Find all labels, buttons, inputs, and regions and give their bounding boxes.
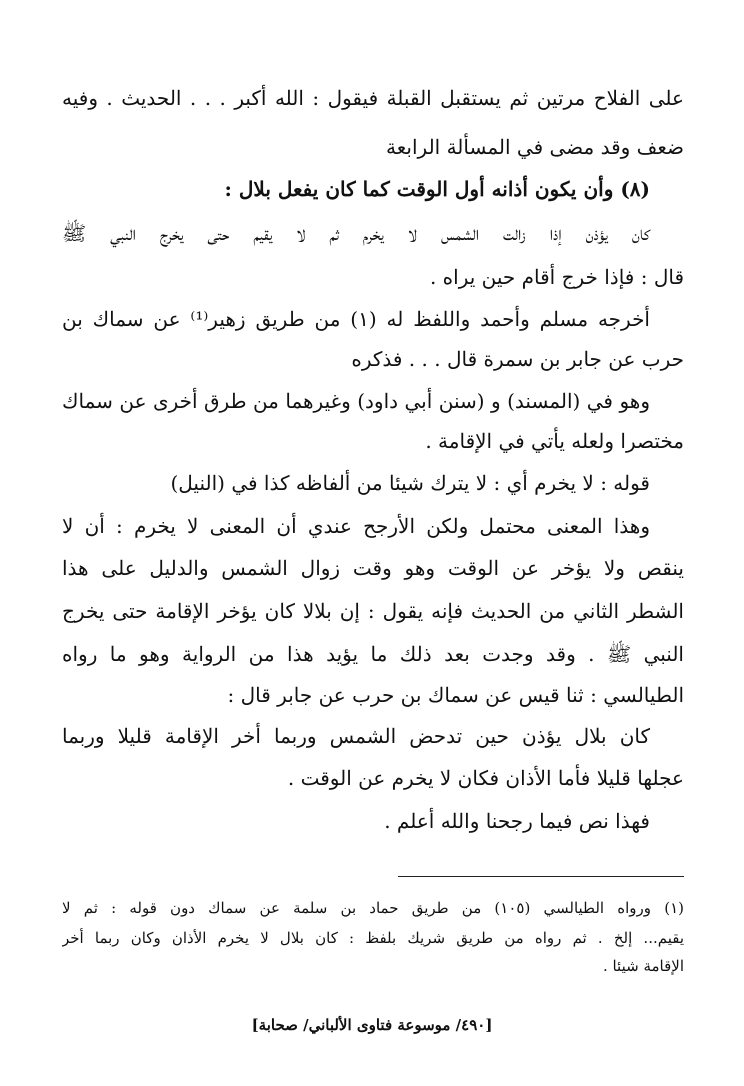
body-line-9: مختصرا ولعله يأتي في الإقامة . [425,429,684,453]
body-line-6: أخرجه مسلم وأحمد واللفظ له (١) من طريق زهير⁽¹⁾ عن سماك بن [62,307,650,331]
footnote-line-3: الإقامة شيئا . [602,957,684,975]
footnote-divider [398,876,684,877]
body-line-10: قوله : لا يخرم أي : لا يترك شيئا من ألفاظه كذا في (النيل) [170,471,650,495]
body-line-1: على الفلاح مرتين ثم يستقبل القبلة فيقول : الله أكبر . . . الحديث . وفيه [62,86,684,110]
footnote-line-2: يقيم... إلخ . ثم رواه من طريق شريك بلفظ : كان بلال لا يخرم الأذان وكان ربما أخر [62,929,684,947]
footnote-line-1: (١) ورواه الطيالسي (١٠٥) من طريق حماد بن سلمة عن سماك دون قوله : ثم لا [62,899,684,917]
section-heading: (٨) وأن يكون أذانه أول الوقت كما كان يفعل بلال : [224,177,650,201]
body-line-5: قال : فإذا خرج أقام حين يراه . [429,265,684,289]
body-line-7: حرب عن جابر بن سمرة قال . . . فذكره [351,347,684,371]
page-footer: [٤٩٠/ موسوعة فتاوى الألباني/ صحابة] [251,1016,493,1034]
body-line-14: النبي ﷺ . وقد وجدت بعد ذلك ما يؤيد هذا من الرواية وهو ما رواه [62,642,684,666]
body-line-15: الطيالسي : ثنا قيس عن سماك بن حرب عن جابر قال : [227,683,684,707]
body-line-4: كان يؤذن إذا زالت الشمس لا يخرم ثم لا يقيم حتى يخرج النبي ﷺ [62,221,650,245]
body-line-17: عجلها قليلا فأما الأذان فكان لا يخرم عن الوقت . [287,766,684,790]
body-line-8: وهو في (المسند) و (سنن أبي داود) وغيرهما من طرق أخرى عن سماك [62,389,650,413]
body-line-18: فهذا نص فيما رجحنا والله أعلم . [384,809,650,833]
body-line-12: ينقص ولا يؤخر عن الوقت وهو وقت زوال الشمس والدليل على هذا [62,556,684,580]
body-line-16: كان بلال يؤذن حين تدحض الشمس وربما أخر الإقامة قليلا وربما [62,724,650,748]
body-line-13: الشطر الثاني من الحديث فإنه يقول : إن بلالا كان يؤخر الإقامة حتى يخرج [62,599,684,623]
body-line-11: وهذا المعنى محتمل ولكن الأرجح عندي أن المعنى لا يخرم : أن لا [62,514,650,538]
body-line-2: ضعف وقد مضى في المسألة الرابعة [386,135,684,159]
